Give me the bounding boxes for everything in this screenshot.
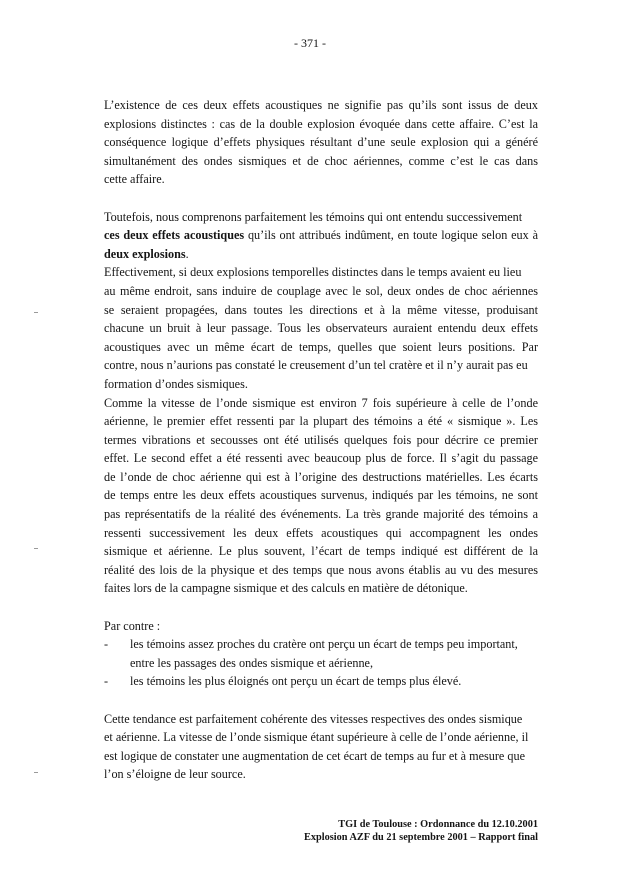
bold-phrase: ces deux effets acoustiques bbox=[104, 228, 245, 243]
paragraph-spacer bbox=[104, 598, 538, 617]
footer-report-line: Explosion AZF du 21 septembre 2001 – Rapport final bbox=[304, 832, 538, 843]
scan-margin-mark bbox=[34, 548, 38, 549]
paragraph-spacer bbox=[104, 691, 538, 710]
text-line: se seraient propagées, dans toutes les directions et à la même vitesse, produisant bbox=[104, 302, 538, 317]
text-line: chacune un bruit à leur passage. Tous les observateurs auraient entendu deux effets bbox=[104, 321, 538, 336]
text-run: . bbox=[185, 246, 189, 261]
list-item bbox=[104, 672, 538, 691]
text-line: les témoins assez proches du cratère ont perçu un écart de temps peu important, bbox=[130, 637, 518, 652]
text-line: Effectivement, si deux explosions temporelles distinctes dans le temps avaient eu lieu bbox=[104, 265, 522, 280]
text-line: les témoins les plus éloignés ont perçu un écart de temps plus élevé. bbox=[130, 674, 462, 689]
observation-list bbox=[104, 635, 538, 691]
text-line: Comme la vitesse de l’onde sismique est environ 7 fois supérieure à celle de l’onde bbox=[104, 395, 538, 410]
text-line: explosions distinctes : cas de la double explosion évoquée dans cette affaire. C’est la bbox=[104, 116, 538, 131]
text-line: est logique de constater une augmentation de cet écart de temps au fur et à mesure que bbox=[104, 748, 525, 763]
text-line: cette affaire. bbox=[104, 172, 165, 187]
document-footer bbox=[240, 818, 538, 844]
list-dash: - bbox=[104, 637, 109, 652]
paragraph-conclusion bbox=[104, 710, 538, 784]
text-run: qu’ils ont attribués indûment, en toute logique selon eux à bbox=[244, 228, 538, 243]
text-line: pas représentatifs de la réalité des événements. La très grande majorité des témoins a bbox=[104, 507, 538, 522]
text-line: entre les passages des ondes sismique et aérienne, bbox=[130, 655, 373, 670]
text-line: de temps entre les deux effets acoustiques survenus, indiqués par les témoins, ne sont bbox=[104, 488, 538, 503]
page-number: - 371 - bbox=[294, 36, 326, 50]
paragraph-seismic-speed bbox=[104, 394, 538, 599]
text-line: réalité des lois de la physique et des temps que nous avons établis au vu des mesures bbox=[104, 562, 538, 577]
text-line: de l’onde de choc aérienne qui est à l’origine des destructions matérielles. Les écarts bbox=[104, 469, 538, 484]
text-line: ressenti successivement les deux effets acoustiques qui accompagnent les ondes bbox=[104, 525, 538, 540]
text-line: l’on s’éloigne de leur source. bbox=[104, 767, 246, 782]
text-line: contre, nous n’aurions pas constaté le creusement d’un tel cratère et il n’y aurait pas eu bbox=[104, 358, 528, 373]
text-line: au même endroit, sans induire de couplage avec le sol, deux ondes de choc aériennes bbox=[104, 283, 538, 298]
scan-margin-mark bbox=[34, 312, 38, 313]
text-line: Cette tendance est parfaitement cohérente des vitesses respectives des ondes sismique bbox=[104, 711, 523, 726]
paragraph-witnesses bbox=[104, 208, 538, 264]
text-line: effet. Le second effet a été ressenti avec beaucoup plus de force. Il s’agit du passage bbox=[104, 451, 538, 466]
text-line bbox=[104, 226, 538, 245]
par-contre-heading: Par contre : bbox=[104, 618, 161, 633]
list-dash: - bbox=[104, 674, 109, 689]
text-line: simultanément des ondes sismiques et de choc aériennes, comme c’est le cas dans bbox=[104, 153, 538, 168]
text-line bbox=[104, 245, 538, 264]
text-line: et aérienne. La vitesse de l’onde sismique étant supérieure à celle de l’onde aérienne, il bbox=[104, 730, 529, 745]
text-line: faites lors de la campagne sismique et des calculs en matière de détonique. bbox=[104, 581, 468, 596]
scan-margin-mark bbox=[34, 772, 38, 773]
paragraph-double-explosion bbox=[104, 96, 538, 189]
bold-phrase: deux explosions bbox=[104, 246, 186, 261]
text-line: Toutefois, nous comprenons parfaitement les témoins qui ont entendu successivement bbox=[104, 209, 523, 224]
list-item bbox=[104, 635, 538, 672]
text-line: acoustiques avec un même écart de temps, quelles que soient leurs positions. Par bbox=[104, 339, 538, 354]
text-line: sismique et aérienne. Le plus souvent, l’écart de temps indiqué est différent de la bbox=[104, 544, 538, 559]
text-line: L’existence de ces deux effets acoustiques ne signifie pas qu’ils sont issus de deux bbox=[104, 98, 538, 112]
body-text bbox=[104, 96, 538, 784]
paragraph-spacer bbox=[104, 189, 538, 208]
text-line: aérienne, le premier effet ressenti par la plupart des témoins a été « sismique ». Les bbox=[104, 414, 538, 429]
footer-court-line: TGI de Toulouse : Ordonnance du 12.10.2001 bbox=[338, 819, 538, 830]
paragraph-hypothesis bbox=[104, 263, 538, 393]
text-line: termes vibrations et secousses ont été utilisés quelques fois pour décrire ce premier bbox=[104, 432, 538, 447]
text-line: formation d’ondes sismiques. bbox=[104, 376, 248, 391]
text-line: conséquence logique d’effets physiques résultant d’une seule explosion qui a généré bbox=[104, 135, 538, 150]
